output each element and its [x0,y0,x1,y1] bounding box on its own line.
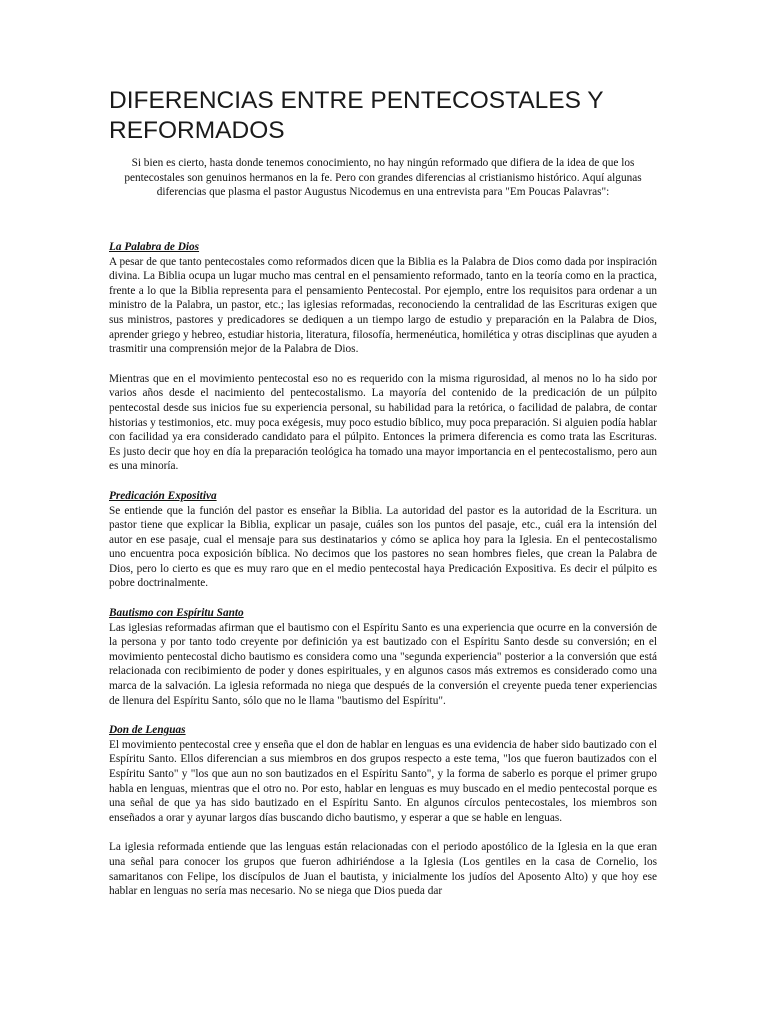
intro-paragraph: Si bien es cierto, hasta donde tenemos conocimiento, no hay ningún reformado que difiera de la idea de que los pentecostales son genuinos hermanos en la fe. Pero con grandes diferencias al cristianismo histórico. Aquí algunas diferencias que plasma el pastor Augustus Nicodemus en una entrevista para "Em Poucas Palavras": [124,157,642,199]
paragraph: Se entiende que la función del pastor es enseñar la Biblia. La autoridad del pastor es la autoridad de la Escritura. un pastor tiene que explicar la Biblia, explicar un pasaje, cuáles son los puntos del pasaje, etc., cuál era la intensión del autor en ese pasaje, cual el mensaje para sus destinatarios y cómo se aplica hoy para la Iglesia. En el pentecostalismo uno encuentra poca exposición bíblica. No decimos que los pastores no sean hombres fieles, que crean la Palabra de Dios, pero lo cierto es que es muy raro que en el medio pentecostal haya Predicación Expositiva. Es decir el púlpito es pobre doctrinalmente. [109,504,657,590]
paragraph: Las iglesias reformadas afirman que el bautismo con el Espíritu Santo es una experiencia que ocurre en la conversión de la persona y por tanto todo creyente por definición ya est bautizado con el Espíritu Santo desde su conversión; en el movimiento pentecostal dicho bautismo es considera como una "segunda experiencia" posterior a la conversión que está relacionada con recibimiento de poder y dones espirituales, y en algunos casos más extremos es considerado como una marca de la salvación. La iglesia reformada no niega que después de la conversión el creyente pueda tener experiencias de llenura del Espíritu Santo, sólo que no le llama "bautismo del Espíritu". [109,621,657,707]
section-heading-predicacion-expositiva: Predicación Expositiva [109,489,217,502]
paragraph: El movimiento pentecostal cree y enseña que el don de hablar en lenguas es una evidencia de haber sido bautizado con el Espíritu Santo. Ellos diferencian a sus miembros en dos grupos respecto a este tema, "los que fueron bautizados con el Espíritu Santo" y "los que aun no son bautizados en el Espíritu Santo", y la forma de saberlo es porque el primer grupo habla en lenguas, mientras que el otro no. Por esto, hablar en lenguas es muy buscado en el medio pentecostal porque es una señal de que ya has sido bautizado en el Espíritu Santo. En algunos círculos pentecostales, los miembros son enseñados a orar y ayunar largos días buscando dicho bautismo, y esperar a que se hable en lenguas. [109,738,657,824]
section-heading-don-de-lenguas: Don de Lenguas [109,724,186,737]
paragraph: A pesar de que tanto pentecostales como reformados dicen que la Biblia es la Palabra de Dios como dada por inspiración divina. La Biblia ocupa un lugar mucho mas central en el pensamiento reformado, tanto en la teoría como en la practica, frente a lo que la Biblia representa para el pensamiento Pentecostal. Por ejemplo, entre los requisitos para ordenar a un ministro de la Palabra, un pastor, etc.; las iglesias reformadas, reconociendo la centralidad de las Escrituras exigen que sus ministros, pastores y predicadores se dediquen a un tiempo largo de estudio y preparación en la Palabra de Dios, aprender griego y hebreo, estudiar historia, literatura, filosofía, hermenéutica, homilética y otras disciplinas que ayuden a trasmitir una comprensión mejor de la Palabra de Dios. [109,255,657,356]
paragraph: Mientras que en el movimiento pentecostal eso no es requerido con la misma rigurosidad, al menos no lo ha sido por varios años desde el nacimiento del pentecostalismo. La mayoría del contenido de la predicación de un púlpito pentecostal desde sus inicios fue su experiencia personal, su habilidad para la retórica, o facilidad de palabra, de contar historias y testimonios, etc. muy poca exégesis, muy poco estudio bíblico, muy poca preparación. Si alguien podía hablar con facilidad ya era considerado candidato para el púlpito. Entonces la primera diferencia es como trata las Escrituras. Es justo decir que hoy en día la preparación teológica ha tomado una mayor importancia en el pentecostalismo, pero aun es una minoría. [109,372,657,473]
document-body [109,240,657,899]
section-heading-palabra-de-dios: La Palabra de Dios [109,241,200,253]
section-heading-bautismo-espiritu-santo: Bautismo con Espíritu Santo [109,607,244,620]
paragraph: La iglesia reformada entiende que las lenguas están relacionadas con el periodo apostólico de la Iglesia en la que eran una señal para conocer los grupos que fueron adhiriéndose a la Iglesia (Los gentiles en la casa de Cornelio, los samaritanos con Felipe, los discípulos de Juan el bautista, y inicialmente los judíos del Aposento Alto) y que hoy ese hablar en lenguas no sería mas necesario. No se niega que Dios pueda dar [109,841,657,898]
document-title: DIFERENCIAS ENTRE PENTECOSTALES Y REFORMADOS [109,87,604,144]
